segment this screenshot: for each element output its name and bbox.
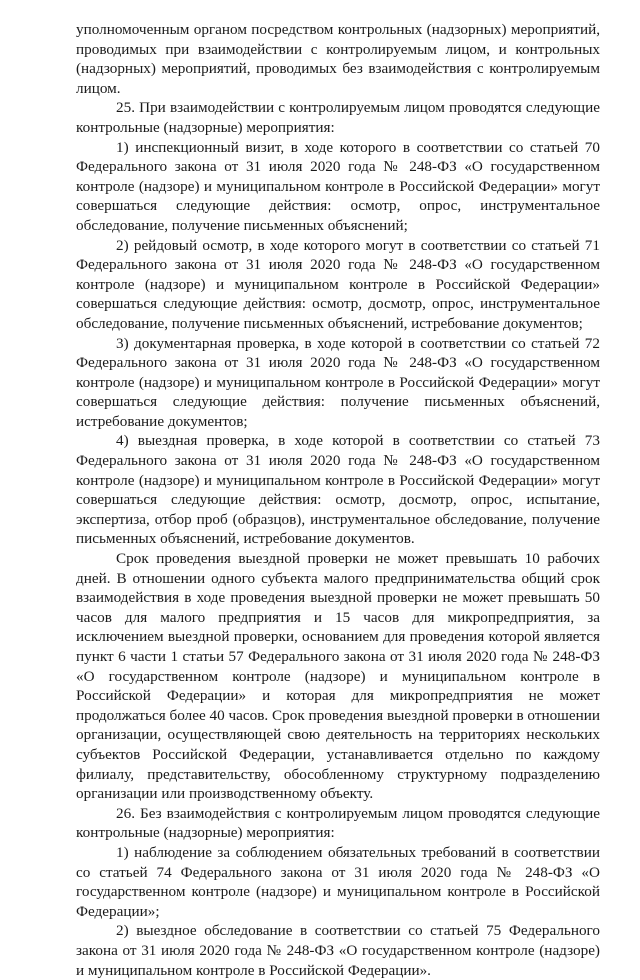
paragraph-clause-25: 25. При взаимодействии с контролируемым лицом проводятся следующие контрольные (надзорные) мероприятия: <box>76 99 600 136</box>
paragraph-item-onsite-check: 4) выездная проверка, в ходе которой в соответствии со статьей 73 Федерального закона от 31 июля 2020 года № 248-ФЗ «О государственном контроле (надзоре) и муниципальном контроле в Российской Федерации» могут совершаться следующие действия: осмотр, досмотр, опрос, испытание, экспертиза, отбор проб (образцов), инструментальное обследование, получение письменных объяснений, истребование документов. <box>76 432 600 548</box>
paragraph-onsite-check-duration: Срок проведения выездной проверки не может превышать 10 рабочих дней. В отношении одного субъекта малого предпринимательства общий срок взаимодействия в ходе проведения выездной проверки не может превышать 50 часов для малого предприятия и 15 часов для микропредприятия, за исключением выездной проверки, основанием для проведения которой является пункт 6 части 1 статьи 57 Федерального закона от 31 июля 2020 года № 248-ФЗ «О государственном контроле (надзоре) и муниципальном контроле в Российской Федерации» и которая для микропредприятия не может продолжаться более 40 часов. Срок проведения выездной проверки в отношении организации, осуществляющей свою деятельность на территориях нескольких субъектов Российской Федерации, устанавливается отдельно по каждому филиалу, представительству, обособленному структурному подразделению организации или производственному объекту. <box>76 550 600 803</box>
paragraph-clause-26: 26. Без взаимодействия с контролируемым лицом проводятся следующие контрольные (надзорные) мероприятия: <box>76 804 600 842</box>
paragraph-item-field-survey: 2) выездное обследование в соответствии со статьей 75 Федерального закона от 31 июля 2020 года № 248-ФЗ «О государственном контроле (надзоре) и муниципальном контроле в Российской Федерации». <box>76 922 600 979</box>
paragraph-item-observation: 1) наблюдение за соблюдением обязательных требований в соответствии со статьей 74 Федерального закона от 31 июля 2020 года № 248-ФЗ «О государственном контроле (надзоре) и муниципальном контроле в Российской Федерации»; <box>76 843 600 920</box>
paragraph-item-documentary-check: 3) документарная проверка, в ходе которой в соответствии со статьей 72 Федерального закона от 31 июля 2020 года № 248-ФЗ «О государственном контроле (надзоре) и муниципальном контроле в Российской Федерации» могут совершаться следующие действия: получение письменных объяснений, истребование документов; <box>76 334 600 430</box>
paragraph-item-raid-inspection: 2) рейдовый осмотр, в ходе которого могут в соответствии со статьей 71 Федерального закона от 31 июля 2020 года № 248-ФЗ «О государственном контроле (надзоре) и муниципальном контроле в Российской Федерации» совершаться следующие действия: осмотр, досмотр, опрос, инструментальное обследование, получение письменных объяснений, истребование документов; <box>76 236 600 332</box>
paragraph-continuation: уполномоченным органом посредством контрольных (надзорных) мероприятий, проводимых при взаимодействии с контролируемым лицом, и контрольных (надзорных) мероприятий, проводимых без взаимодействия с контролируемым лицом. <box>76 21 600 97</box>
paragraph-item-inspection-visit: 1) инспекционный визит, в ходе которого в соответствии со статьей 70 Федерального закона от 31 июля 2020 года № 248-ФЗ «О государственном контроле (надзоре) и муниципальном контроле в Российской Федерации» могут совершаться следующие действия: осмотр, опрос, инструментальное обследование, получение письменных объяснений; <box>76 138 600 234</box>
document-page <box>76 20 600 980</box>
